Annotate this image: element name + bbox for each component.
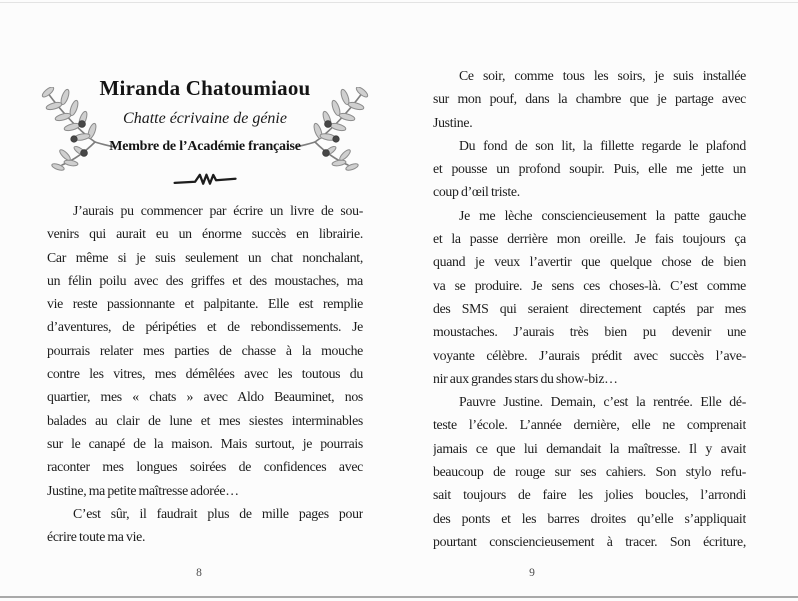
paragraph [47,199,363,502]
text-line: Car même si je suis seulement un chat nonchalant, [47,249,363,265]
author-name: Miranda Chatoumiaou [99,76,311,100]
text-line: va se produire. Je sens ces choses-là. C’est comme [433,277,746,293]
text-line: quartier, mes « chats » avec Aldo Beauminet, nos [47,389,363,405]
text-line: pourrais relater mes parties de chasse à la mouche [47,342,363,358]
text-line: beaucoup de rouge sur ses cahiers. Son stylo refu- [433,464,746,480]
text-line: sait toujours de faire les jolies boucles, l’arrondi [433,487,746,503]
text-line: C’est sûr, il faudrait plus de mille pages pour [73,505,363,521]
text-line: et la passe derrière mon oreille. Je fais toujours ça [433,231,746,247]
squiggle-divider-icon [173,170,238,188]
text-line: raconter mes longues soirées de confidences avec [47,459,363,475]
text-line: Du fond de son lit, la fillette regarde le plafond [459,137,746,153]
text-line: venirs qui aurait eu un énorme succès en librairie. [47,226,363,242]
text-line: d’aventures, de péripéties et de rebondissements. Je [47,319,363,335]
text-line: voyante célèbre. J’aurais prédit avec succès l’ave- [433,347,746,363]
text-line: coup d’œil triste. [433,184,520,200]
text-line: Justine, ma petite maîtresse adorée… [47,482,239,498]
text-line: contre les vitres, mes démêlées avec les toutous du [47,366,363,382]
page-number-right: 9 [529,567,535,579]
paragraph [433,390,746,553]
left-page-text [47,199,363,548]
text-line: écrire toute ma vie. [47,529,146,545]
paragraph [433,134,746,204]
paragraph [433,204,746,390]
text-line: J’aurais pu commencer par écrire un livre de sou- [73,203,363,218]
text-line: jamais ce que lui demandait la maîtresse. Il y avait [433,440,746,456]
page-number-left: 8 [196,567,202,579]
text-line: balades au clair de lune et mes siestes interminables [47,412,363,428]
text-line: quand je veux l’avertir que quelque chose de bien [433,254,746,270]
text-line: moustaches. J’aurais très bien pu devenir une [433,324,746,340]
text-line: et pousse un profond soupir. Puis, elle me jette un [433,161,746,177]
text-line: Justine. [433,114,473,130]
text-line: nir aux grandes stars du show-biz… [433,370,618,386]
text-line: des SMS qui seraient directement captés par mes [433,300,746,316]
text-line: pourtant consciencieusement à tracer. Son écriture, [433,533,746,549]
bottom-rule [0,596,798,598]
text-line: Ce soir, comme tous les soirs, je suis installée [459,68,746,83]
text-line: Pauvre Justine. Demain, c’est la rentrée. Elle dé- [459,394,746,410]
author-role: Chatte écrivaine de génie [123,110,287,127]
text-line: un félin poilu avec des griffes et des moustaches, ma [47,272,363,288]
paragraph [47,502,363,549]
right-page-text [433,64,746,553]
text-line: Je me lèche consciencieusement la patte gauche [459,207,746,223]
text-line: sur mon pouf, dans la chambre que je partage avec [433,91,746,107]
paragraph [433,64,746,134]
top-rule [0,2,798,3]
text-line: sur le canapé de la maison. Mais surtout, je pourrais [47,435,363,451]
text-line: vie reste passionnante et palpitante. Elle est remplie [47,296,363,312]
text-line: teste l’école. L’année dernière, elle ne comprenait [433,417,746,433]
author-affiliation: Membre de l’Académie française [109,139,301,154]
text-line: des ponts et les barres droites qu’elle s’appliquait [433,510,746,526]
